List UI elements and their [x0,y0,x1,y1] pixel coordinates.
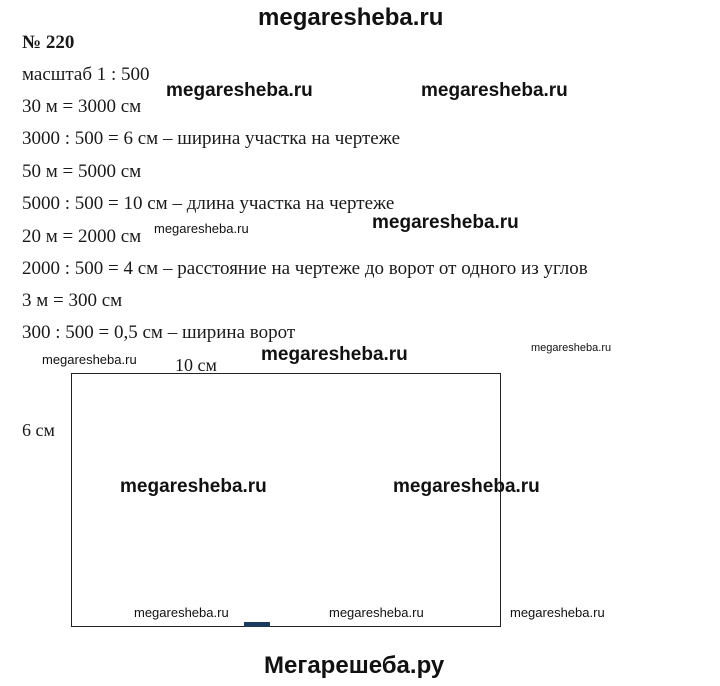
header-watermark: megaresheba.ru [258,4,444,31]
watermark: megaresheba.ru [134,605,229,620]
watermark: megaresheba.ru [510,605,605,620]
solution-line-5: 5000 : 500 = 10 см – длина участка на чертеже [22,193,395,214]
watermark: megaresheba.ru [421,80,568,101]
solution-line-8: 3 м = 300 см [22,290,123,311]
solution-line-6: 20 м = 2000 см [22,226,142,247]
watermark: megaresheba.ru [166,80,313,101]
watermark: megaresheba.ru [531,342,612,354]
solution-line-3: 3000 : 500 = 6 см – ширина участка на чертеже [22,128,401,149]
watermark: megaresheba.ru [393,476,540,497]
watermark: megaresheba.ru [120,476,267,497]
problem-number: № 220 [22,32,75,53]
solution-line-7: 2000 : 500 = 4 см – расстояние на чертеже до ворот от одного из углов [22,258,588,279]
footer-brand: Мегарешеба.ру [264,652,445,679]
drawing-side-label: 6 см [22,420,55,440]
drawing-top-label: 10 см [175,355,217,375]
gate-mark [244,622,270,627]
solution-line-2: 30 м = 3000 см [22,96,142,117]
solution-line-1: масштаб 1 : 500 [22,64,150,85]
watermark: megaresheba.ru [261,344,408,365]
watermark: megaresheba.ru [42,352,137,367]
watermark: megaresheba.ru [329,605,424,620]
solution-line-4: 50 м = 5000 см [22,161,142,182]
plot-rectangle [71,373,501,627]
watermark: megaresheba.ru [372,212,519,233]
solution-line-9: 300 : 500 = 0,5 см – ширина ворот [22,322,296,343]
watermark: megaresheba.ru [154,221,249,236]
